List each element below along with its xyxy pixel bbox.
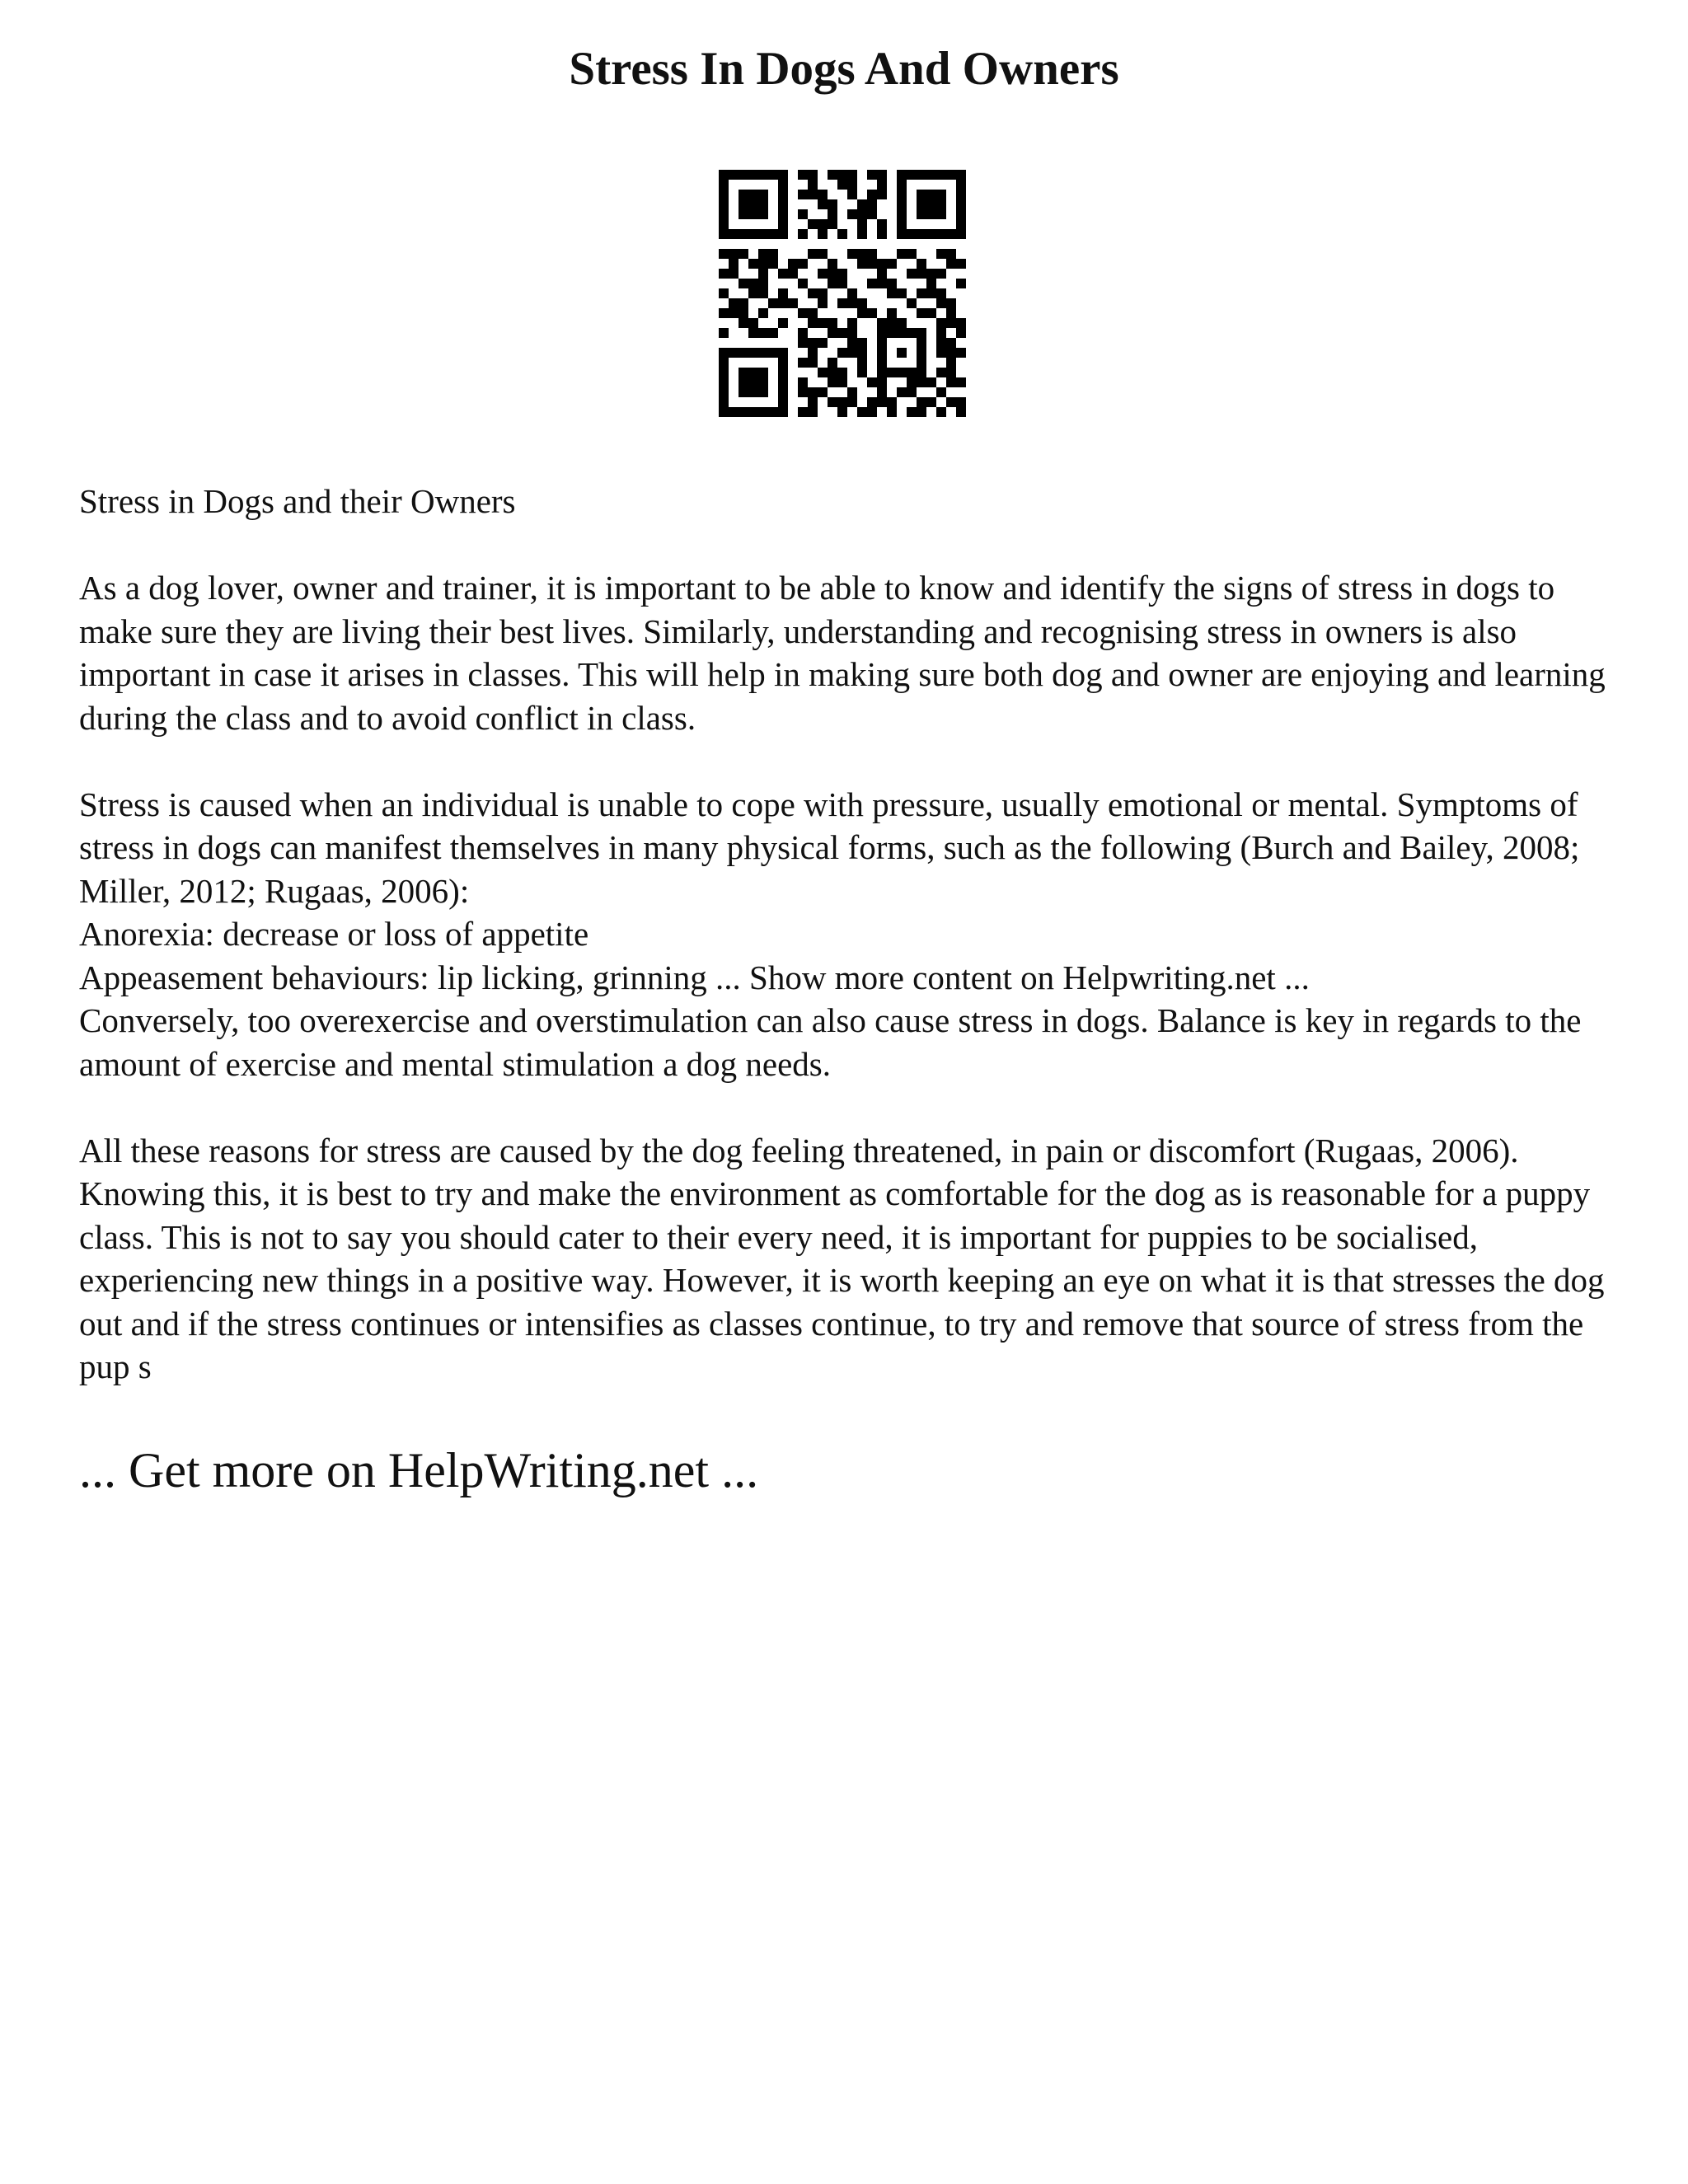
document-title: Stress In Dogs And Owners: [569, 43, 1119, 95]
article-heading: Stress in Dogs and their Owners: [79, 482, 516, 520]
qr-code-icon: [719, 170, 966, 417]
paragraph-stress-definition: Stress is caused when an individual is unable to cope with pressure, usually emotional or mental. Symptoms of stress in dogs can manifest themselves in many physical forms, such as the following (Burch and Bailey, 2008; Miller, 2012; Rugaas, 2006):: [79, 785, 1580, 910]
paragraph-intro: As a dog lover, owner and trainer, it is important to be able to know and identify the signs of stress in dogs to make sure they are living their best lives. Similarly, understanding and recognising stress in owners is also important in case it arises in classes. This will help in making sure both dog and owner are enjoying and learning during the class and to avoid conflict in class.: [79, 569, 1606, 737]
paragraph-overexercise: Conversely, too overexercise and overstimulation can also cause stress in dogs. Balance is key in regards to the amount of exercise and mental stimulation a dog needs.: [79, 1001, 1582, 1083]
symptom-anorexia: Anorexia: decrease or loss of appetite: [79, 915, 589, 953]
get-more-link[interactable]: ... Get more on HelpWriting.net ...: [79, 1443, 759, 1497]
paragraph-reasons: All these reasons for stress are caused by the dog feeling threatened, in pain or discomfort (Rugaas, 2006). Knowing this, it is best to try and make the environment as comfortable for the dog as is reasonable for a puppy class. This is not to say you should cater to their every need, it is important for puppies to be socialised, experiencing new things in a positive way. However, it is worth keeping an eye on what it is that stresses the dog out and if the stress continues or intensifies as classes continue, to try and remove that source of stress from the pup s: [79, 1131, 1605, 1385]
article-body: [79, 480, 1612, 1432]
symptom-appeasement: Appeasement behaviours: lip licking, grinning ... Show more content on Helpwriting.net ...: [79, 958, 1310, 996]
